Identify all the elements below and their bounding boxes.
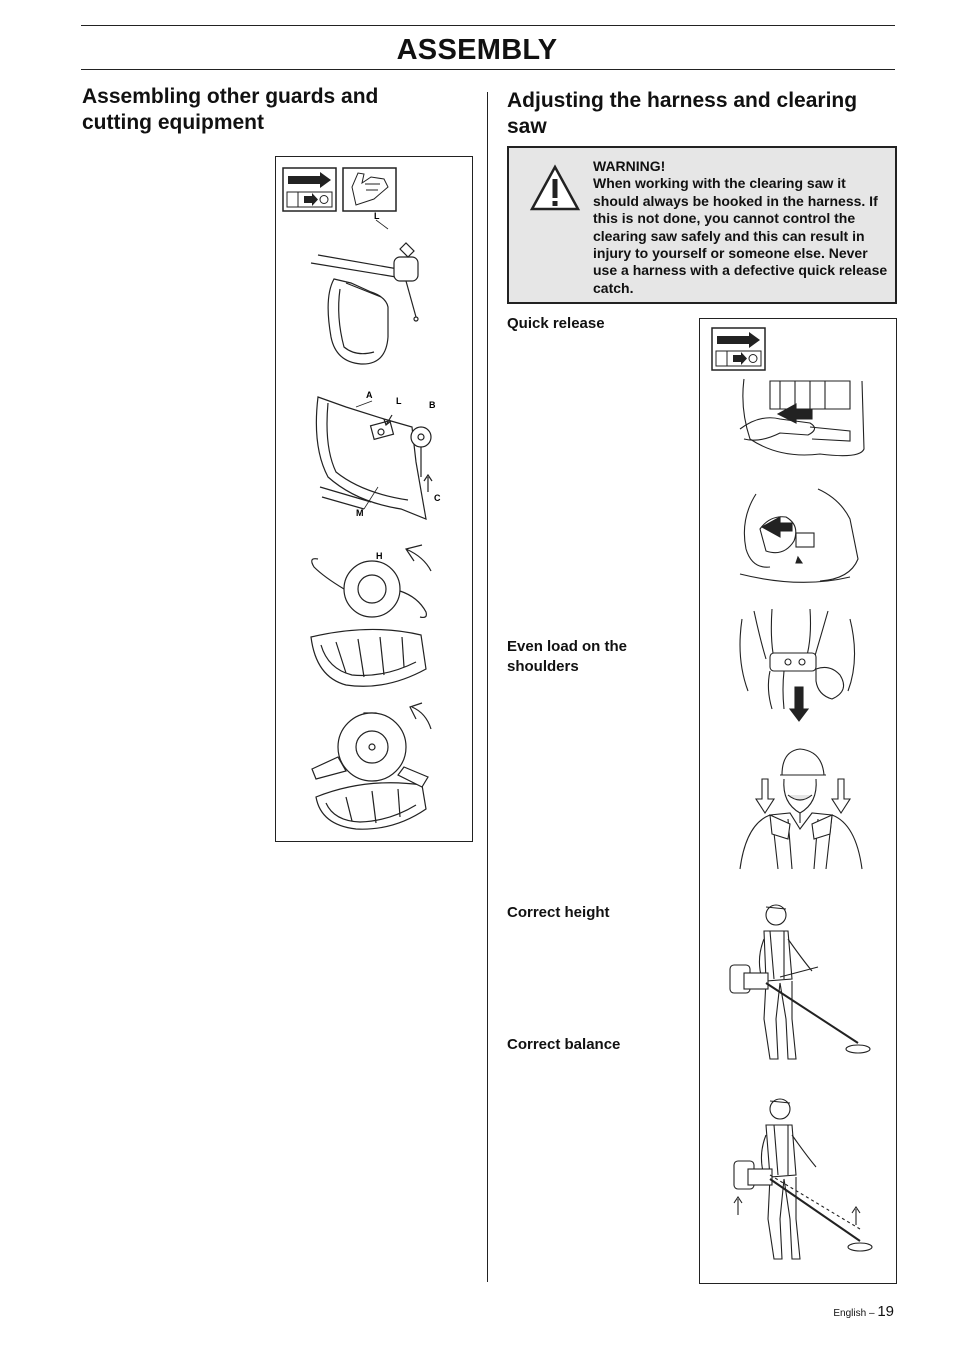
label-quick-release: Quick release [507,315,605,332]
callout-M: M [356,508,364,518]
callout-L-top: L [374,211,380,221]
warning-triangle-icon [529,164,581,212]
blade-guard-drawing [312,703,431,829]
trimmer-line-head-drawing [311,545,431,686]
guard-mounting-drawing [316,397,432,519]
harness-illustration [700,319,896,1283]
warning-box [507,146,897,304]
callout-B: B [429,400,436,410]
warning-text [593,158,889,297]
section-heading-guards: Assembling other guards and cutting equipment [82,85,379,134]
guards-illustration [276,157,472,841]
page-number: 19 [877,1303,894,1320]
correct-height-operator-drawing [730,905,870,1059]
column-divider [487,92,488,1282]
harness-figure [699,318,897,1284]
callout-H: H [376,551,383,561]
page-footer [833,1303,894,1320]
correct-balance-operator-drawing [734,1099,872,1259]
callout-L-mid: L [396,396,402,406]
guards-figure [275,156,473,842]
glove-icon [343,168,396,211]
label-even-load: Even load on the shoulders [507,638,628,675]
warning-title: WARNING! [593,158,666,174]
top-rule [81,25,895,26]
harness-on-shoulders-drawing [740,749,862,869]
callout-C: C [434,493,441,503]
footer-language: English – [833,1308,878,1319]
trimmer-head-guard-drawing [311,243,418,364]
section-heading-harness: Adjusting the harness and clearing saw [507,89,858,138]
quick-release-drawing-1 [740,379,864,456]
label-correct-height: Correct height [507,904,610,921]
label-correct-balance: Correct balance [507,1036,621,1053]
title-underline [81,69,895,70]
callout-A: A [366,390,373,400]
even-load-straps-drawing [740,609,855,721]
quick-release-drawing-2 [740,489,858,582]
page-title: ASSEMBLY [396,34,558,66]
warning-body: When working with the clearing saw it should always be hooked in the harness. If this is not done, you cannot control the clearing saw safely and this can result in injury to yourself or someone else. Never use a harness with a defective quick release catch. [593,175,888,296]
direction-instruction-icon [283,168,336,211]
direction-instruction-icon [712,328,765,370]
